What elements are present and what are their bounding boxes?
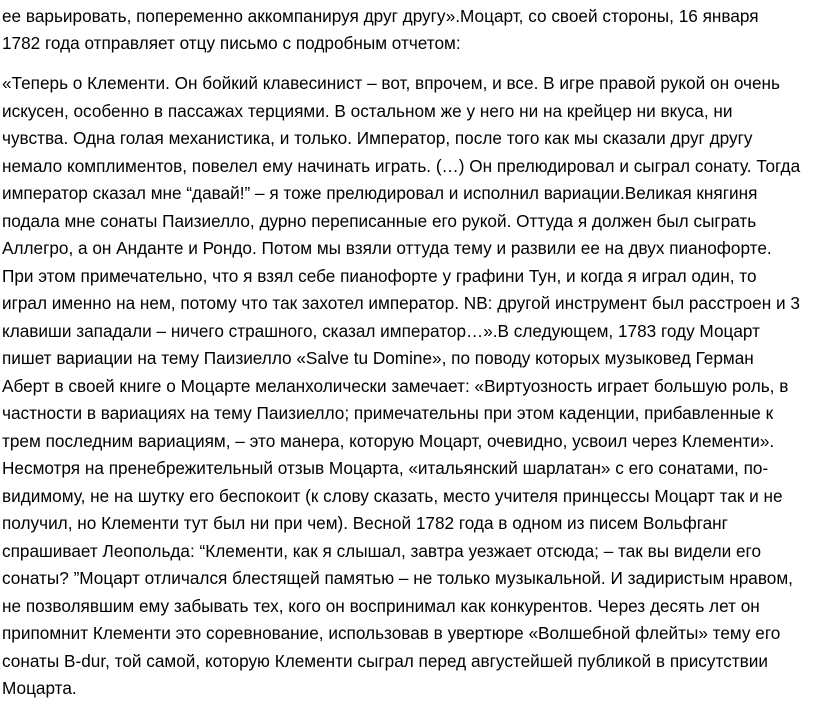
text-line: искусен, особенно в пассажах терциями. В остальном же у него ни на крейцер ни вкуса, ни — [2, 101, 733, 121]
text-line: Аллегро, а он Анданте и Рондо. Потом мы взяли оттуда тему и развили ее на двух пианофорте. — [2, 238, 772, 258]
text-line: сонаты? ”Моцарт отличался блестящей памятью – не только музыкальной. И задиристым нравом, — [2, 568, 793, 588]
text-line: 1782 года отправляет отцу письмо с подробным отчетом: — [2, 33, 461, 53]
text-line: При этом примечательно, что я взял себе пианофорте у графини Тун, и когда я играл один, то — [2, 266, 757, 286]
text-line: играл именно на нем, потому что так захотел император. NB: другой инструмент был расстроен и 3 — [2, 293, 800, 313]
text-line: спрашивает Леопольда: “Клементи, как я слышал, завтра уезжает отсюда; – так вы видели его — [2, 541, 761, 561]
text-line: ее варьировать, попеременно аккомпанируя друг другу».Моцарт, со своей стороны, 16 января — [2, 6, 759, 26]
text-line: «Теперь о Клементи. Он бойкий клавесинист – вот, впрочем, и все. В игре правой рукой он очень — [2, 73, 781, 93]
text-line: чувства. Одна голая механистика, и только. Император, после того как мы сказали друг другу — [2, 128, 753, 148]
text-line: клавиши западали – ничего страшного, сказал император…».В следующем, 1783 году Моцарт — [2, 321, 760, 341]
text-line: Моцарта. — [2, 678, 77, 698]
text-line: подала мне сонаты Паизиелло, дурно переписанные его рукой. Оттуда я должен был сыграть — [2, 211, 757, 231]
text-line: Аберт в своей книге о Моцарте меланхолически замечает: «Виртуозность играет большую роль, в — [2, 376, 789, 396]
text-line: Несмотря на пренебрежительный отзыв Моцарта, «итальянский шарлатан» с его сонатами, по- — [2, 458, 769, 478]
text-line: пишет вариации на тему Паизиелло «Salve tu Domine», по поводу которых музыковед Герман — [2, 348, 754, 368]
text-line: припомнит Клементи это соревнование, использовав в увертюре «Волшебной флейты» тему его — [2, 623, 781, 643]
text-line: видимому, не на шутку его беспокоит (к слову сказать, место учителя принцессы Моцарт так и не — [2, 486, 783, 506]
text-line: немало комплиментов, повелел ему начинать играть. (…) Он прелюдировал и сыграл сонату. Тогда — [2, 156, 801, 176]
text-line: частности в вариациях на тему Паизиелло; примечательны при этом каденции, прибавленные к — [2, 403, 774, 423]
text-line: император сказал мне “давай!” – я тоже прелюдировал и исполнил вариации.Великая княгиня — [2, 183, 758, 203]
text-line: получил, но Клементи тут был ни при чем). Весной 1782 года в одном из писем Вольфганг — [2, 513, 728, 533]
text-line: не позволявшим ему забывать тех, кого он воспринимал как конкурентов. Через десять лет он — [2, 596, 760, 616]
text-line: сонаты B-dur, той самой, которую Клементи сыграл перед августейшей публикой в присутствии — [2, 651, 768, 671]
text-line: трем последним вариациям, – это манера, которую Моцарт, очевидно, усвоил через Клементи». — [2, 431, 775, 451]
